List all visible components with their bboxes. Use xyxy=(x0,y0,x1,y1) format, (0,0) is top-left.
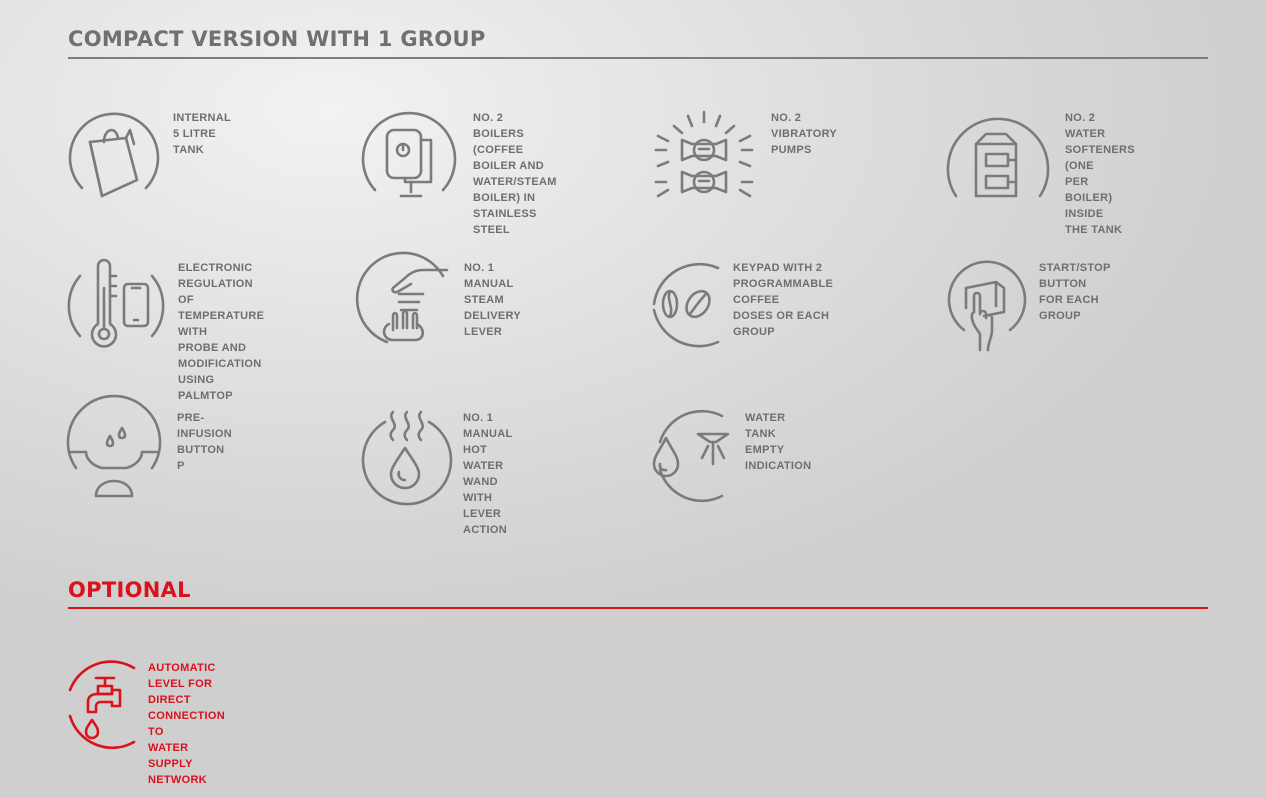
hot-water-icon xyxy=(361,408,453,500)
feature-label: ELECTRONIC REGULATION OF TEMPERATURE WITH PROBE AND MODIFICATION USING PALMTOP xyxy=(178,262,265,402)
feature-label: NO. 1 MANUAL STEAM DELIVERY LEVER xyxy=(464,262,521,338)
coffee-beans-icon xyxy=(652,258,724,350)
feature-label: AUTOMATIC LEVEL FOR DIRECT CONNECTION TO WATER SUPPLY NETWORK xyxy=(148,662,225,786)
feature-label: NO. 2 WATER SOFTENERS (ONE PER BOILER) INSIDE THE TANK xyxy=(1065,112,1135,236)
feature-label: WATER TANK EMPTY INDICATION xyxy=(745,412,812,472)
thermometer-icon xyxy=(68,258,164,350)
boiler-icon xyxy=(361,108,457,200)
start-stop-hand-icon xyxy=(946,258,1026,350)
pump-icon xyxy=(652,108,756,200)
section-title-main: COMPACT VERSION WITH 1 GROUP xyxy=(68,27,486,51)
feature-label: INTERNAL 5 LITRE TANK xyxy=(173,112,231,156)
tank-icon xyxy=(68,108,160,200)
section-title-optional: OPTIONAL xyxy=(68,578,191,602)
section-divider-main xyxy=(68,57,1208,59)
feature-label: NO. 1 MANUAL HOT WATER WAND WITH LEVER ACTION xyxy=(463,412,513,536)
steam-lever-icon xyxy=(361,258,453,350)
pre-infusion-icon xyxy=(68,408,160,500)
feature-label: NO. 2 VIBRATORY PUMPS xyxy=(771,112,838,156)
feature-label: KEYPAD WITH 2 PROGRAMMABLE COFFEE DOSES OR EACH GROUP xyxy=(733,262,834,338)
feature-label: NO. 2 BOILERS (COFFEE BOILER AND WATER/STEAM BOILER) IN STAINLESS STEEL xyxy=(473,112,557,236)
softener-icon xyxy=(946,108,1050,200)
feature-label: START/STOP BUTTON FOR EACH GROUP xyxy=(1039,262,1111,322)
water-tank-empty-icon xyxy=(652,408,732,500)
section-divider-optional xyxy=(68,607,1208,609)
water-tap-icon xyxy=(68,658,140,750)
feature-label: PRE-INFUSION BUTTON P xyxy=(177,412,232,472)
